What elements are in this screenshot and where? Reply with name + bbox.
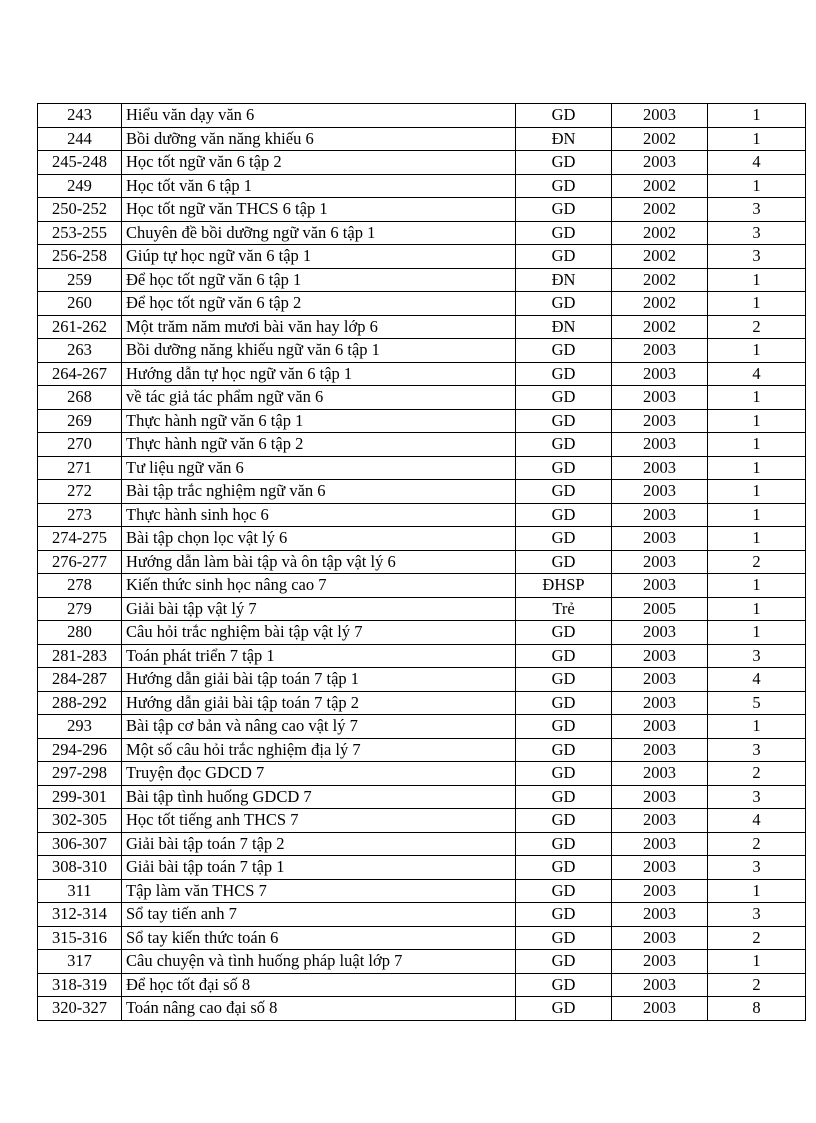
year-cell: 2003 bbox=[612, 785, 708, 809]
entry-number-cell: 274-275 bbox=[38, 527, 122, 551]
publisher-cell: GD bbox=[516, 433, 612, 457]
year-cell: 2003 bbox=[612, 997, 708, 1021]
publisher-cell: GD bbox=[516, 621, 612, 645]
publisher-cell: GD bbox=[516, 856, 612, 880]
year-cell: 2003 bbox=[612, 879, 708, 903]
entry-number-cell: 279 bbox=[38, 597, 122, 621]
year-cell: 2005 bbox=[612, 597, 708, 621]
entry-number-cell: 320-327 bbox=[38, 997, 122, 1021]
year-cell: 2002 bbox=[612, 292, 708, 316]
year-cell: 2003 bbox=[612, 621, 708, 645]
year-cell: 2003 bbox=[612, 926, 708, 950]
table-row bbox=[38, 574, 806, 598]
table-body bbox=[38, 104, 806, 1021]
entry-number-cell: 256-258 bbox=[38, 245, 122, 269]
table-row bbox=[38, 856, 806, 880]
quantity-cell: 1 bbox=[708, 950, 806, 974]
table-row bbox=[38, 950, 806, 974]
entry-number-cell: 284-287 bbox=[38, 668, 122, 692]
book-title-cell: Bồi dưỡng năng khiếu ngữ văn 6 tập 1 bbox=[122, 339, 516, 363]
publisher-cell: ĐN bbox=[516, 315, 612, 339]
quantity-cell: 1 bbox=[708, 292, 806, 316]
publisher-cell: GD bbox=[516, 644, 612, 668]
publisher-cell: GD bbox=[516, 691, 612, 715]
entry-number-cell: 278 bbox=[38, 574, 122, 598]
book-title-cell: Học tốt văn 6 tập 1 bbox=[122, 174, 516, 198]
publisher-cell: GD bbox=[516, 480, 612, 504]
entry-number-cell: 280 bbox=[38, 621, 122, 645]
entry-number-cell: 299-301 bbox=[38, 785, 122, 809]
table-row bbox=[38, 997, 806, 1021]
year-cell: 2003 bbox=[612, 715, 708, 739]
year-cell: 2002 bbox=[612, 221, 708, 245]
book-title-cell: Sổ tay kiến thức toán 6 bbox=[122, 926, 516, 950]
quantity-cell: 3 bbox=[708, 856, 806, 880]
quantity-cell: 2 bbox=[708, 550, 806, 574]
entry-number-cell: 250-252 bbox=[38, 198, 122, 222]
table-row bbox=[38, 621, 806, 645]
book-title-cell: Thực hành ngữ văn 6 tập 2 bbox=[122, 433, 516, 457]
publisher-cell: GD bbox=[516, 997, 612, 1021]
quantity-cell: 1 bbox=[708, 127, 806, 151]
year-cell: 2003 bbox=[612, 644, 708, 668]
quantity-cell: 4 bbox=[708, 362, 806, 386]
quantity-cell: 3 bbox=[708, 903, 806, 927]
book-title-cell: Một số câu hỏi trắc nghiệm địa lý 7 bbox=[122, 738, 516, 762]
quantity-cell: 1 bbox=[708, 503, 806, 527]
book-title-cell: Học tốt tiếng anh THCS 7 bbox=[122, 809, 516, 833]
table-row bbox=[38, 644, 806, 668]
publisher-cell: ĐN bbox=[516, 268, 612, 292]
publisher-cell: GD bbox=[516, 174, 612, 198]
publisher-cell: GD bbox=[516, 409, 612, 433]
entry-number-cell: 270 bbox=[38, 433, 122, 457]
book-title-cell: Hướng dẫn giải bài tập toán 7 tập 2 bbox=[122, 691, 516, 715]
quantity-cell: 1 bbox=[708, 104, 806, 128]
table-row bbox=[38, 221, 806, 245]
entry-number-cell: 281-283 bbox=[38, 644, 122, 668]
publisher-cell: GD bbox=[516, 668, 612, 692]
entry-number-cell: 297-298 bbox=[38, 762, 122, 786]
year-cell: 2002 bbox=[612, 198, 708, 222]
entry-number-cell: 243 bbox=[38, 104, 122, 128]
table-row bbox=[38, 809, 806, 833]
quantity-cell: 2 bbox=[708, 832, 806, 856]
quantity-cell: 1 bbox=[708, 597, 806, 621]
year-cell: 2003 bbox=[612, 574, 708, 598]
quantity-cell: 3 bbox=[708, 221, 806, 245]
quantity-cell: 2 bbox=[708, 973, 806, 997]
publisher-cell: GD bbox=[516, 809, 612, 833]
quantity-cell: 1 bbox=[708, 456, 806, 480]
quantity-cell: 1 bbox=[708, 268, 806, 292]
table-row bbox=[38, 480, 806, 504]
book-title-cell: Thực hành ngữ văn 6 tập 1 bbox=[122, 409, 516, 433]
entry-number-cell: 273 bbox=[38, 503, 122, 527]
book-title-cell: Giải bài tập toán 7 tập 1 bbox=[122, 856, 516, 880]
entry-number-cell: 272 bbox=[38, 480, 122, 504]
quantity-cell: 4 bbox=[708, 668, 806, 692]
publisher-cell: GD bbox=[516, 527, 612, 551]
year-cell: 2003 bbox=[612, 950, 708, 974]
table-row bbox=[38, 433, 806, 457]
year-cell: 2003 bbox=[612, 809, 708, 833]
book-title-cell: Giải bài tập vật lý 7 bbox=[122, 597, 516, 621]
publisher-cell: GD bbox=[516, 245, 612, 269]
quantity-cell: 3 bbox=[708, 785, 806, 809]
table-row bbox=[38, 315, 806, 339]
quantity-cell: 2 bbox=[708, 926, 806, 950]
publisher-cell: GD bbox=[516, 879, 612, 903]
year-cell: 2003 bbox=[612, 738, 708, 762]
book-title-cell: Sổ tay tiến anh 7 bbox=[122, 903, 516, 927]
table-row bbox=[38, 409, 806, 433]
entry-number-cell: 315-316 bbox=[38, 926, 122, 950]
book-title-cell: Giúp tự học ngữ văn 6 tập 1 bbox=[122, 245, 516, 269]
publisher-cell: GD bbox=[516, 104, 612, 128]
quantity-cell: 1 bbox=[708, 621, 806, 645]
table-row bbox=[38, 691, 806, 715]
year-cell: 2003 bbox=[612, 503, 708, 527]
quantity-cell: 1 bbox=[708, 574, 806, 598]
publisher-cell: GD bbox=[516, 926, 612, 950]
entry-number-cell: 269 bbox=[38, 409, 122, 433]
book-title-cell: Để học tốt đại số 8 bbox=[122, 973, 516, 997]
book-title-cell: Kiến thức sinh học nâng cao 7 bbox=[122, 574, 516, 598]
publisher-cell: Trẻ bbox=[516, 597, 612, 621]
year-cell: 2002 bbox=[612, 268, 708, 292]
year-cell: 2003 bbox=[612, 691, 708, 715]
book-title-cell: Truyện đọc GDCD 7 bbox=[122, 762, 516, 786]
publisher-cell: ĐHSP bbox=[516, 574, 612, 598]
quantity-cell: 1 bbox=[708, 480, 806, 504]
quantity-cell: 1 bbox=[708, 409, 806, 433]
table-row bbox=[38, 268, 806, 292]
publisher-cell: GD bbox=[516, 903, 612, 927]
quantity-cell: 1 bbox=[708, 527, 806, 551]
book-title-cell: Tập làm văn THCS 7 bbox=[122, 879, 516, 903]
quantity-cell: 1 bbox=[708, 433, 806, 457]
book-title-cell: Hướng dẫn tự học ngữ văn 6 tập 1 bbox=[122, 362, 516, 386]
year-cell: 2003 bbox=[612, 668, 708, 692]
book-title-cell: Hướng dẫn giải bài tập toán 7 tập 1 bbox=[122, 668, 516, 692]
year-cell: 2003 bbox=[612, 339, 708, 363]
quantity-cell: 3 bbox=[708, 738, 806, 762]
year-cell: 2003 bbox=[612, 151, 708, 175]
book-title-cell: Hiểu văn dạy văn 6 bbox=[122, 104, 516, 128]
quantity-cell: 1 bbox=[708, 715, 806, 739]
entry-number-cell: 276-277 bbox=[38, 550, 122, 574]
table-row bbox=[38, 245, 806, 269]
year-cell: 2003 bbox=[612, 527, 708, 551]
publisher-cell: GD bbox=[516, 503, 612, 527]
entry-number-cell: 271 bbox=[38, 456, 122, 480]
book-title-cell: Chuyên đề bồi dưỡng ngữ văn 6 tập 1 bbox=[122, 221, 516, 245]
entry-number-cell: 263 bbox=[38, 339, 122, 363]
year-cell: 2002 bbox=[612, 245, 708, 269]
publisher-cell: GD bbox=[516, 973, 612, 997]
entry-number-cell: 259 bbox=[38, 268, 122, 292]
book-title-cell: Bồi dưỡng văn năng khiếu 6 bbox=[122, 127, 516, 151]
publisher-cell: GD bbox=[516, 386, 612, 410]
year-cell: 2003 bbox=[612, 386, 708, 410]
entry-number-cell: 245-248 bbox=[38, 151, 122, 175]
entry-number-cell: 306-307 bbox=[38, 832, 122, 856]
year-cell: 2003 bbox=[612, 973, 708, 997]
book-title-cell: Toán nâng cao đại số 8 bbox=[122, 997, 516, 1021]
table-row bbox=[38, 879, 806, 903]
table-row bbox=[38, 104, 806, 128]
publisher-cell: GD bbox=[516, 456, 612, 480]
table-row bbox=[38, 127, 806, 151]
year-cell: 2002 bbox=[612, 127, 708, 151]
entry-number-cell: 293 bbox=[38, 715, 122, 739]
publisher-cell: GD bbox=[516, 151, 612, 175]
publisher-cell: GD bbox=[516, 339, 612, 363]
table-row bbox=[38, 362, 806, 386]
publisher-cell: GD bbox=[516, 715, 612, 739]
table-row bbox=[38, 339, 806, 363]
table-row bbox=[38, 456, 806, 480]
table-row bbox=[38, 715, 806, 739]
year-cell: 2003 bbox=[612, 409, 708, 433]
book-title-cell: Để học tốt ngữ văn 6 tập 2 bbox=[122, 292, 516, 316]
entry-number-cell: 318-319 bbox=[38, 973, 122, 997]
entry-number-cell: 253-255 bbox=[38, 221, 122, 245]
publisher-cell: ĐN bbox=[516, 127, 612, 151]
year-cell: 2003 bbox=[612, 856, 708, 880]
publisher-cell: GD bbox=[516, 832, 612, 856]
quantity-cell: 4 bbox=[708, 809, 806, 833]
year-cell: 2003 bbox=[612, 480, 708, 504]
entry-number-cell: 312-314 bbox=[38, 903, 122, 927]
entry-number-cell: 311 bbox=[38, 879, 122, 903]
table-row bbox=[38, 903, 806, 927]
year-cell: 2003 bbox=[612, 762, 708, 786]
year-cell: 2003 bbox=[612, 104, 708, 128]
entry-number-cell: 288-292 bbox=[38, 691, 122, 715]
year-cell: 2003 bbox=[612, 456, 708, 480]
entry-number-cell: 244 bbox=[38, 127, 122, 151]
book-title-cell: Một trăm năm mươi bài văn hay lớp 6 bbox=[122, 315, 516, 339]
table-row bbox=[38, 527, 806, 551]
book-title-cell: Giải bài tập toán 7 tập 2 bbox=[122, 832, 516, 856]
table-row bbox=[38, 738, 806, 762]
table-row bbox=[38, 832, 806, 856]
book-title-cell: Thực hành sinh học 6 bbox=[122, 503, 516, 527]
publisher-cell: GD bbox=[516, 762, 612, 786]
year-cell: 2003 bbox=[612, 903, 708, 927]
table-row bbox=[38, 762, 806, 786]
year-cell: 2003 bbox=[612, 362, 708, 386]
publisher-cell: GD bbox=[516, 950, 612, 974]
book-title-cell: Bài tập tình huống GDCD 7 bbox=[122, 785, 516, 809]
book-title-cell: Bài tập cơ bản và nâng cao vật lý 7 bbox=[122, 715, 516, 739]
book-title-cell: Tư liệu ngữ văn 6 bbox=[122, 456, 516, 480]
book-title-cell: Câu chuyện và tình huống pháp luật lớp 7 bbox=[122, 950, 516, 974]
table-row bbox=[38, 550, 806, 574]
table-row bbox=[38, 785, 806, 809]
table-row bbox=[38, 174, 806, 198]
book-inventory-table bbox=[37, 103, 806, 1021]
quantity-cell: 3 bbox=[708, 198, 806, 222]
table-row bbox=[38, 151, 806, 175]
entry-number-cell: 317 bbox=[38, 950, 122, 974]
entry-number-cell: 302-305 bbox=[38, 809, 122, 833]
book-title-cell: Bài tập trắc nghiệm ngữ văn 6 bbox=[122, 480, 516, 504]
publisher-cell: GD bbox=[516, 221, 612, 245]
table-row bbox=[38, 973, 806, 997]
year-cell: 2003 bbox=[612, 433, 708, 457]
table-row bbox=[38, 386, 806, 410]
book-title-cell: Hướng dẫn làm bài tập và ôn tập vật lý 6 bbox=[122, 550, 516, 574]
table-row bbox=[38, 668, 806, 692]
entry-number-cell: 294-296 bbox=[38, 738, 122, 762]
year-cell: 2003 bbox=[612, 832, 708, 856]
publisher-cell: GD bbox=[516, 292, 612, 316]
entry-number-cell: 308-310 bbox=[38, 856, 122, 880]
table-row bbox=[38, 926, 806, 950]
entry-number-cell: 260 bbox=[38, 292, 122, 316]
publisher-cell: GD bbox=[516, 738, 612, 762]
publisher-cell: GD bbox=[516, 198, 612, 222]
quantity-cell: 8 bbox=[708, 997, 806, 1021]
entry-number-cell: 268 bbox=[38, 386, 122, 410]
publisher-cell: GD bbox=[516, 550, 612, 574]
quantity-cell: 2 bbox=[708, 762, 806, 786]
year-cell: 2003 bbox=[612, 550, 708, 574]
book-title-cell: Bài tập chọn lọc vật lý 6 bbox=[122, 527, 516, 551]
table-row bbox=[38, 198, 806, 222]
table-row bbox=[38, 292, 806, 316]
quantity-cell: 2 bbox=[708, 315, 806, 339]
book-title-cell: về tác giả tác phẩm ngữ văn 6 bbox=[122, 386, 516, 410]
publisher-cell: GD bbox=[516, 785, 612, 809]
quantity-cell: 1 bbox=[708, 386, 806, 410]
entry-number-cell: 261-262 bbox=[38, 315, 122, 339]
book-title-cell: Học tốt ngữ văn 6 tập 2 bbox=[122, 151, 516, 175]
table-row bbox=[38, 503, 806, 527]
publisher-cell: GD bbox=[516, 362, 612, 386]
quantity-cell: 3 bbox=[708, 245, 806, 269]
quantity-cell: 5 bbox=[708, 691, 806, 715]
book-title-cell: Để học tốt ngữ văn 6 tập 1 bbox=[122, 268, 516, 292]
entry-number-cell: 264-267 bbox=[38, 362, 122, 386]
year-cell: 2002 bbox=[612, 315, 708, 339]
quantity-cell: 1 bbox=[708, 879, 806, 903]
book-title-cell: Toán phát triển 7 tập 1 bbox=[122, 644, 516, 668]
quantity-cell: 4 bbox=[708, 151, 806, 175]
year-cell: 2002 bbox=[612, 174, 708, 198]
quantity-cell: 1 bbox=[708, 174, 806, 198]
table-row bbox=[38, 597, 806, 621]
quantity-cell: 3 bbox=[708, 644, 806, 668]
book-title-cell: Học tốt ngữ văn THCS 6 tập 1 bbox=[122, 198, 516, 222]
entry-number-cell: 249 bbox=[38, 174, 122, 198]
quantity-cell: 1 bbox=[708, 339, 806, 363]
book-title-cell: Câu hỏi trắc nghiệm bài tập vật lý 7 bbox=[122, 621, 516, 645]
